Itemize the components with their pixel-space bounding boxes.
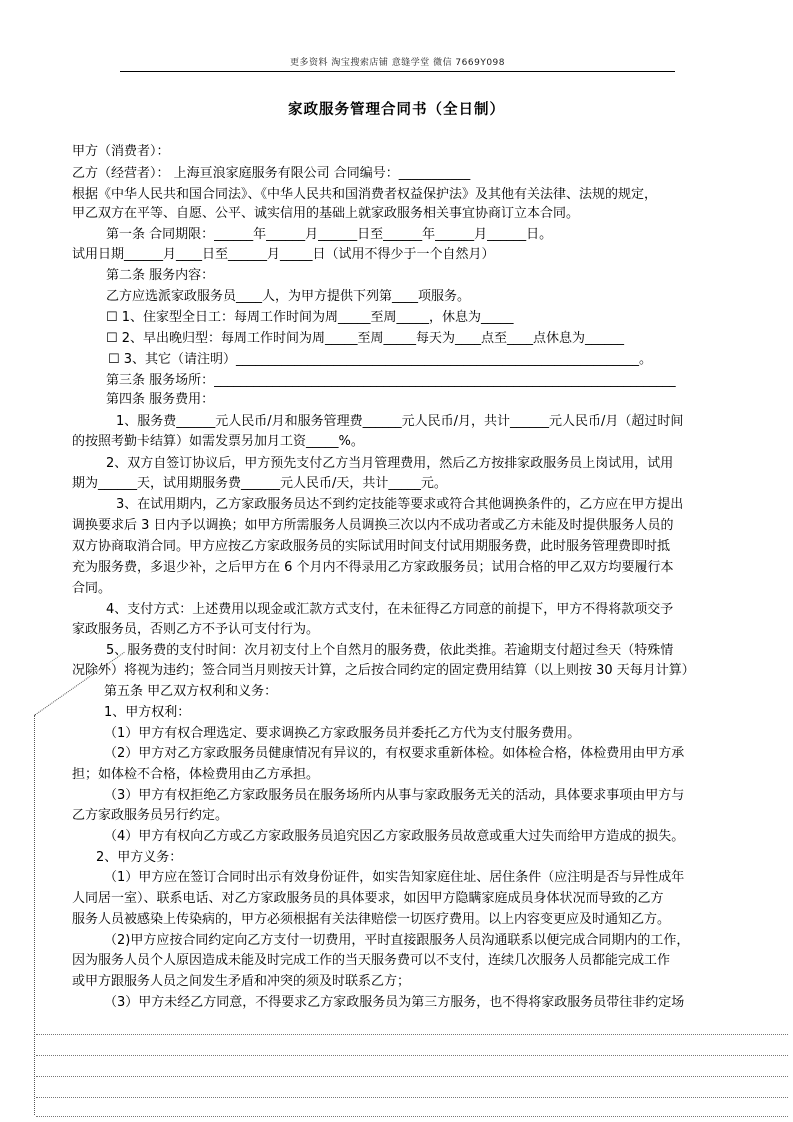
document-title: 家政服务管理合同书（全日制）: [288, 102, 505, 118]
fee-clause-1: 1、服务费______元人民币/月和服务管理费______元人民币/月，共计______元人民币/月（超过时间: [116, 414, 684, 429]
article-3-place: 第三条 服务场所：_______________________________________________________________________: [106, 373, 676, 388]
service-option-2: ☐ 2、早出晚归型：每周工作时间为周_____至周_____每天为____点至____点休息为______: [106, 331, 625, 346]
fee-clause-2: 期为______天，试用期服务费______元人民币/天，共计_____元。: [72, 476, 447, 491]
page-header-note: 更多资料 淘宝搜索店铺 意缝学堂 微信 7669Y098: [289, 58, 506, 68]
service-option-1: ☐ 1、住家型全日工：每周工作时间为周_____至周_____，休息为_____: [106, 310, 514, 325]
article-5-heading: 第五条 甲乙双方权利和义务：: [104, 684, 278, 699]
party-a-right-2: （2）甲方对乙方家政服务员健康情况有异议的，有权要求重新体检。如体检合格，体检费用由甲方承: [104, 746, 685, 761]
dotted-rule: [36, 1034, 788, 1035]
preamble-line: 根据《中华人民共和国合同法》、《中华人民共和国消费者权益保护法》及其他有关法律、法规的规定，: [72, 187, 658, 202]
fee-clause-3: 充为服务费，多退少补，之后甲方在 6 个月内不得录用乙方家政服务员；试用合格的甲乙双方均要履行本: [72, 560, 674, 575]
dotted-frame-vertical: [34, 715, 35, 1115]
party-a-duty-2: 或甲方跟服务人员之间发生矛盾和冲突的须及时联系乙方；: [72, 974, 411, 989]
preamble-line: 甲乙双方在平等、自愿、公平、诚实信用的基础上就家政服务相关事宜协商订立本合同。: [72, 206, 580, 221]
party-a-duties-heading: 2、甲方义务：: [96, 850, 183, 865]
fee-clause-3: 双方协商取消合同。甲方应按乙方家政服务员的实际试用时间支付试用期服务费，此时服务管理费即时抵: [72, 539, 671, 554]
fee-clause-5: 5、服务费的支付时间：次月初支付上个自然月的服务费，依此类推。若逾期支付超过叁天（特殊情: [106, 643, 674, 658]
party-a-right-3: 乙方家政服务员另行约定。: [72, 808, 229, 823]
fee-clause-3: 3、在试用期内，乙方家政服务员达不到约定技能等要求或符合其他调换条件的，乙方应在甲方提出: [116, 497, 684, 512]
article-4-heading: 第四条 服务费用：: [106, 392, 215, 407]
party-a-rights-heading: 1、甲方权利：: [104, 705, 191, 720]
fee-clause-3: 合同。: [72, 581, 112, 596]
fee-clause-1: 的按照考勤卡结算）如需发票另加月工资_____%。: [72, 434, 364, 449]
service-option-3: ☐ 3、其它（请注明）______________________________________________________________。: [108, 352, 653, 367]
party-a-duty-1: 服务人员被感染上传染病的，甲方必须根据有关法律赔偿一切医疗费用。以上内容变更应及时通知乙方。: [72, 912, 671, 927]
dotted-rule: [36, 1097, 788, 1098]
party-a-duty-2: 因为服务人员个人原因造成未能及时完成工作的当天服务费可以不支付，连续几次服务人员都能完成工作: [72, 953, 671, 968]
party-a-right-4: （4）甲方有权向乙方或乙方家政服务员追究因乙方家政服务员故意或重大过失而给甲方造成的损失。: [104, 829, 685, 844]
party-a-right-3: （3）甲方有权拒绝乙方家政服务员在服务场所内从事与家政服务无关的活动，具体要求事项由甲方与: [104, 788, 685, 803]
party-a-duty-2: （2)甲方应按合同约定向乙方支付一切费用，平时直接跟服务人员沟通联系以便完成合同期内的工作，: [104, 933, 690, 948]
article-1-term: 第一条 合同期限：______年______月______日至______年______月______日。: [106, 227, 553, 242]
party-a-line: 甲方（消费者）：: [72, 144, 170, 159]
fee-clause-2: 2、双方自签订协议后，甲方预先支付乙方当月管理费用，然后乙方按排家政服务员上岗试用，试用: [106, 456, 674, 471]
party-b-line: 乙方（经营者）： 上海亘浪家庭服务有限公司 合同编号：___________: [72, 166, 471, 181]
dotted-rule: [36, 1055, 788, 1056]
party-a-duty-3: （3）甲方未经乙方同意，不得要求乙方家政服务员为第三方服务，也不得将家政服务员带往非约定场: [104, 995, 685, 1010]
party-a-right-2: 担；如体检不合格，体检费用由乙方承担。: [72, 767, 320, 782]
service-content-line: 乙方应选派家政服务员____人，为甲方提供下列第____项服务。: [106, 289, 471, 304]
fee-clause-4: 4、支付方式：上述费用以现金或汇款方式支付，在未征得乙方同意的前提下，甲方不得将款项交予: [106, 602, 674, 617]
fee-clause-5: 况除外）将视为违约；签合同当月则按天计算，之后按合同约定的固定费用结算（以上则按 30 天每月计算）: [72, 663, 695, 678]
dotted-rule: [36, 1076, 788, 1077]
article-2-heading: 第二条 服务内容：: [106, 268, 215, 283]
fee-clause-4: 家政服务员，否则乙方不予认可支付行为。: [72, 622, 320, 637]
header-divider: [120, 71, 675, 72]
party-a-duty-1: （1）甲方应在签订合同时出示有效身份证件，如实告知家庭住址、居住条件（应注明是否与异性成年: [104, 870, 685, 885]
trial-period-line: 试用日期______月____日至______月_____日（试用不得少于一个自然月）: [72, 247, 495, 262]
dotted-rule: [36, 1116, 788, 1117]
party-a-right-1: （1）甲方有权合理选定、要求调换乙方家政服务员并委托乙方代为支付服务费用。: [104, 726, 581, 741]
fee-clause-3: 调换要求后 3 日内予以调换；如甲方所需服务人员调换三次以内不成功者或乙方未能及时提供服务人员的: [72, 518, 674, 533]
party-a-duty-1: 人同居一室）、联系电话、对乙方家政服务员的具体要求，如因甲方隐瞒家庭成员身体状况而导致的乙方: [72, 891, 664, 906]
